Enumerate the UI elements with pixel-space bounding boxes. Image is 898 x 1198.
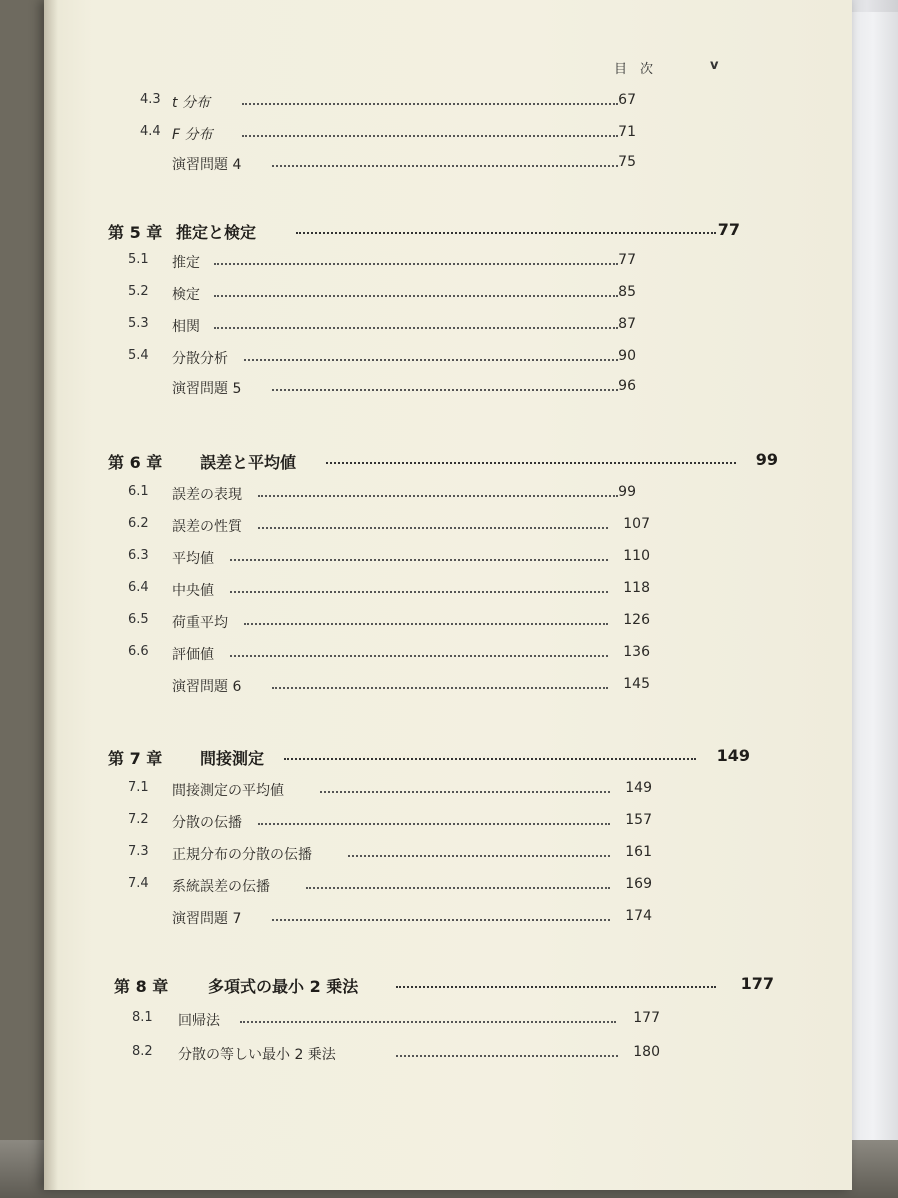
toc-row[interactable]	[44, 580, 852, 602]
toc-row[interactable]	[44, 92, 852, 114]
page-number: 118	[623, 580, 650, 596]
book-edge-right	[846, 12, 898, 1162]
page-number: 110	[623, 548, 650, 564]
section-number: 7.4	[128, 876, 149, 891]
chapter-number: 第 5 章	[108, 223, 163, 242]
section-title: F 分布	[172, 127, 213, 143]
section-title: 評価値	[172, 647, 214, 663]
chapter-title: 多項式の最小 2 乗法	[208, 977, 359, 996]
leader-dots	[258, 823, 610, 825]
toc-row[interactable]	[44, 812, 852, 834]
toc-row[interactable]	[44, 908, 852, 930]
section-number: 7.2	[128, 812, 149, 827]
exercise-title: 演習問題 5	[172, 381, 242, 397]
section-number: 5.2	[128, 284, 149, 299]
section-title: 間接測定の平均値	[172, 783, 284, 799]
toc-row[interactable]	[44, 348, 852, 370]
section-title: 回帰法	[178, 1013, 220, 1029]
toc-chapter-row[interactable]	[44, 746, 852, 768]
page-number: 96	[618, 378, 636, 394]
toc-row[interactable]	[44, 154, 852, 176]
section-number: 6.6	[128, 644, 149, 659]
chapter-title: 誤差と平均値	[200, 453, 297, 472]
toc-row[interactable]	[44, 876, 852, 898]
page-number: 67	[618, 92, 636, 108]
toc-row[interactable]	[44, 1044, 852, 1066]
toc-row[interactable]	[44, 378, 852, 400]
section-title: 分散分析	[172, 351, 228, 367]
section-number: 5.4	[128, 348, 149, 363]
section-number: 7.3	[128, 844, 149, 859]
exercise-title: 演習問題 6	[172, 679, 242, 695]
section-title: t 分布	[172, 95, 210, 111]
chapter-title: 推定と検定	[176, 223, 257, 242]
section-number: 7.1	[128, 780, 149, 795]
page-number: 85	[618, 284, 636, 300]
page-number: 71	[618, 124, 636, 140]
section-title: 推定	[172, 255, 200, 271]
section-number: 4.4	[140, 124, 161, 139]
section-number: 6.5	[128, 612, 149, 627]
section-number: 6.2	[128, 516, 149, 531]
toc-chapter-row[interactable]	[44, 974, 852, 996]
leader-dots	[214, 327, 618, 329]
toc-row[interactable]	[44, 844, 852, 866]
toc-row[interactable]	[44, 516, 852, 538]
leader-dots	[214, 295, 618, 297]
toc-row[interactable]	[44, 548, 852, 570]
leader-dots	[244, 623, 608, 625]
page-number: 157	[625, 812, 652, 828]
leader-dots	[242, 135, 618, 137]
section-number: 5.3	[128, 316, 149, 331]
section-title: 中央値	[172, 583, 214, 599]
section-title: 誤差の表現	[172, 487, 242, 503]
chapter-title: 間接測定	[200, 749, 265, 768]
page-number: 99	[755, 450, 778, 469]
page-number: 149	[716, 746, 750, 765]
section-title: 誤差の性質	[172, 519, 242, 535]
page-number: 77	[717, 220, 740, 239]
leader-dots	[348, 855, 610, 857]
leader-dots	[272, 919, 610, 921]
chapter-number: 第 7 章	[108, 749, 163, 768]
section-number: 6.3	[128, 548, 149, 563]
section-title: 分散の等しい最小 2 乗法	[178, 1047, 336, 1063]
leader-dots	[306, 887, 610, 889]
section-number: 6.1	[128, 484, 149, 499]
page-number: 99	[618, 484, 636, 500]
leader-dots	[284, 758, 696, 760]
running-head-page: v	[710, 58, 719, 73]
leader-dots	[258, 527, 608, 529]
running-head-label: 目 次	[614, 62, 654, 77]
toc-row[interactable]	[44, 484, 852, 506]
toc-row[interactable]	[44, 124, 852, 146]
page-number: 87	[618, 316, 636, 332]
leader-dots	[230, 559, 608, 561]
book-page	[44, 0, 852, 1190]
toc-row[interactable]	[44, 780, 852, 802]
section-title: 正規分布の分散の伝播	[172, 847, 312, 863]
chapter-number: 第 6 章	[108, 453, 163, 472]
page-number: 77	[618, 252, 636, 268]
leader-dots	[396, 986, 716, 988]
toc-row[interactable]	[44, 644, 852, 666]
toc-row[interactable]	[44, 612, 852, 634]
section-title: 検定	[172, 287, 200, 303]
page-number: 136	[623, 644, 650, 660]
leader-dots	[242, 103, 618, 105]
section-title: 荷重平均	[172, 615, 228, 631]
section-number: 5.1	[128, 252, 149, 267]
page-number: 174	[625, 908, 652, 924]
page-number: 126	[623, 612, 650, 628]
section-number: 6.4	[128, 580, 149, 595]
leader-dots	[258, 495, 618, 497]
toc-row[interactable]	[44, 284, 852, 306]
chapter-number: 第 8 章	[114, 977, 169, 996]
toc-row[interactable]	[44, 252, 852, 274]
page-number: 177	[633, 1010, 660, 1026]
leader-dots	[240, 1021, 616, 1023]
section-title: 分散の伝播	[172, 815, 242, 831]
toc-row[interactable]	[44, 676, 852, 698]
leader-dots	[230, 655, 608, 657]
exercise-title: 演習問題 7	[172, 911, 242, 927]
leader-dots	[326, 462, 736, 464]
toc-row[interactable]	[44, 1010, 852, 1032]
page-number: 161	[625, 844, 652, 860]
leader-dots	[272, 165, 618, 167]
page-number: 75	[618, 154, 636, 170]
section-title: 平均値	[172, 551, 214, 567]
section-title: 系統誤差の伝播	[172, 879, 270, 895]
leader-dots	[214, 263, 618, 265]
leader-dots	[396, 1055, 618, 1057]
section-number: 8.2	[132, 1044, 153, 1059]
leader-dots	[320, 791, 610, 793]
page-number: 149	[625, 780, 652, 796]
page-number: 180	[633, 1044, 660, 1060]
leader-dots	[272, 687, 608, 689]
page-number: 177	[740, 974, 774, 993]
toc-row[interactable]	[44, 316, 852, 338]
page-number: 145	[623, 676, 650, 692]
leader-dots	[296, 232, 716, 234]
page-number: 90	[618, 348, 636, 364]
section-number: 8.1	[132, 1010, 153, 1025]
exercise-title: 演習問題 4	[172, 157, 242, 173]
page-number: 107	[623, 516, 650, 532]
section-title: 相関	[172, 319, 200, 335]
leader-dots	[244, 359, 618, 361]
leader-dots	[272, 389, 618, 391]
leader-dots	[230, 591, 608, 593]
page-number: 169	[625, 876, 652, 892]
toc-chapter-row[interactable]	[44, 220, 852, 242]
section-number: 4.3	[140, 92, 161, 107]
toc-chapter-row[interactable]	[44, 450, 852, 472]
